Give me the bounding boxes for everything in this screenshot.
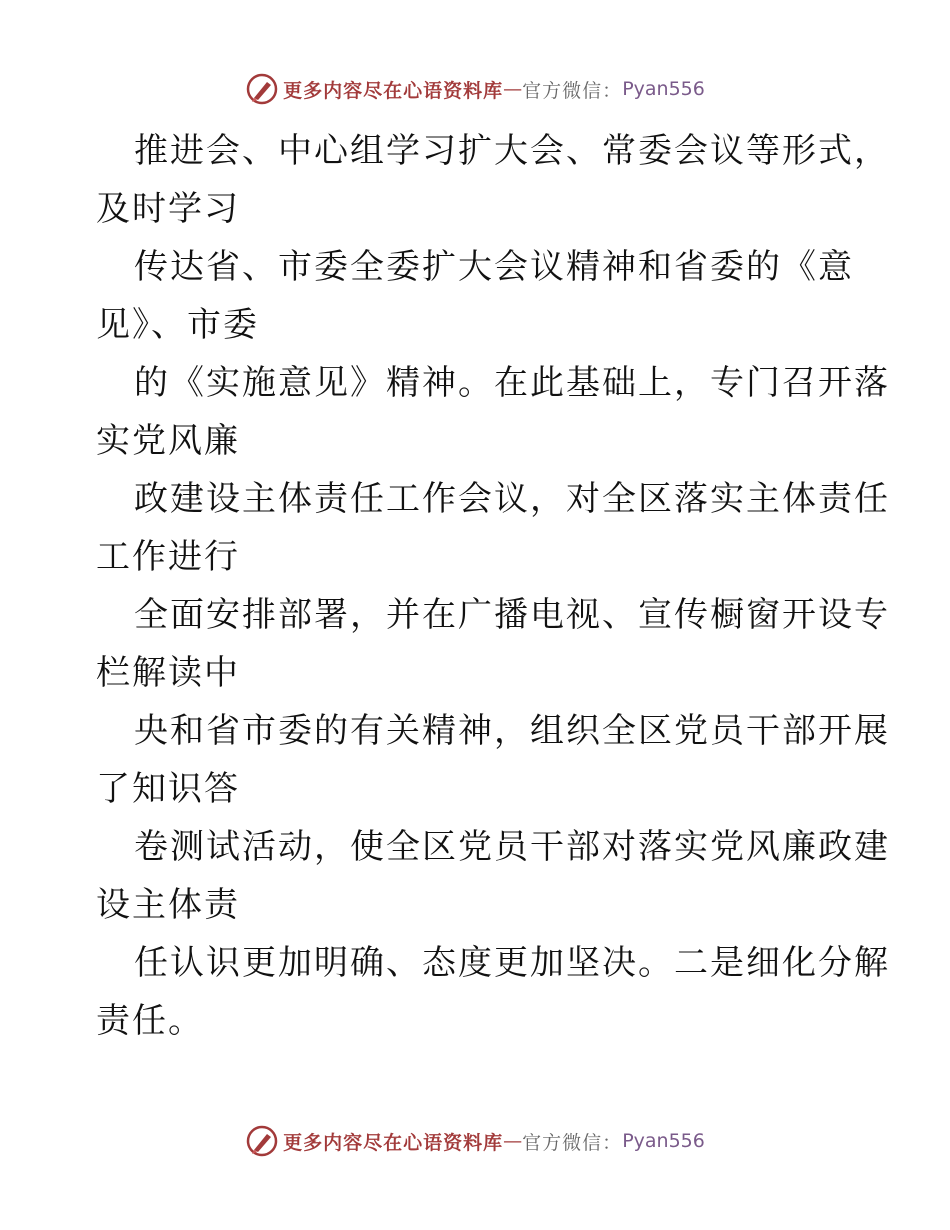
- watermark-main-text: 更多内容尽在心语资料库: [283, 1131, 504, 1154]
- header-watermark: [0, 72, 950, 106]
- text-line: 实党风廉: [96, 421, 240, 461]
- text-line: 设主体责: [96, 885, 240, 925]
- text-line: 任认识更加明确、态度更加坚决。二是细化分解: [134, 943, 890, 983]
- pen-logo-icon: [245, 72, 279, 106]
- watermark-id: Pyan556: [622, 78, 705, 100]
- text-line: 推进会、中心组学习扩大会、常委会议等形式，: [134, 131, 890, 171]
- text-line: 政建设主体责任工作会议，对全区落实主体责任: [134, 479, 890, 519]
- watermark-id: Pyan556: [622, 1130, 705, 1152]
- text-line: 央和省市委的有关精神，组织全区党员干部开展: [134, 711, 890, 751]
- text-line: 了知识答: [96, 769, 240, 809]
- footer-watermark: [0, 1124, 950, 1158]
- text-line: 栏解读中: [96, 653, 240, 693]
- watermark-dash: —: [503, 78, 523, 100]
- watermark-label: 官方微信：: [522, 1131, 623, 1154]
- text-line: 全面安排部署，并在广播电视、宣传橱窗开设专: [134, 595, 890, 635]
- text-line: 传达省、市委全委扩大会议精神和省委的《意: [134, 247, 854, 287]
- text-line: 见》、市委: [96, 305, 259, 345]
- document-body: [96, 122, 890, 1050]
- watermark-dash: —: [503, 1130, 523, 1152]
- text-line: 责任。: [96, 1001, 204, 1041]
- watermark-main-text: 更多内容尽在心语资料库: [283, 79, 504, 102]
- text-line: 卷测试活动，使全区党员干部对落实党风廉政建: [134, 827, 890, 867]
- text-line: 及时学习: [96, 189, 240, 229]
- pen-logo-icon: [245, 1124, 279, 1158]
- text-line: 工作进行: [96, 537, 240, 577]
- text-line: 的《实施意见》精神。在此基础上，专门召开落: [134, 363, 890, 403]
- watermark-label: 官方微信：: [522, 79, 623, 102]
